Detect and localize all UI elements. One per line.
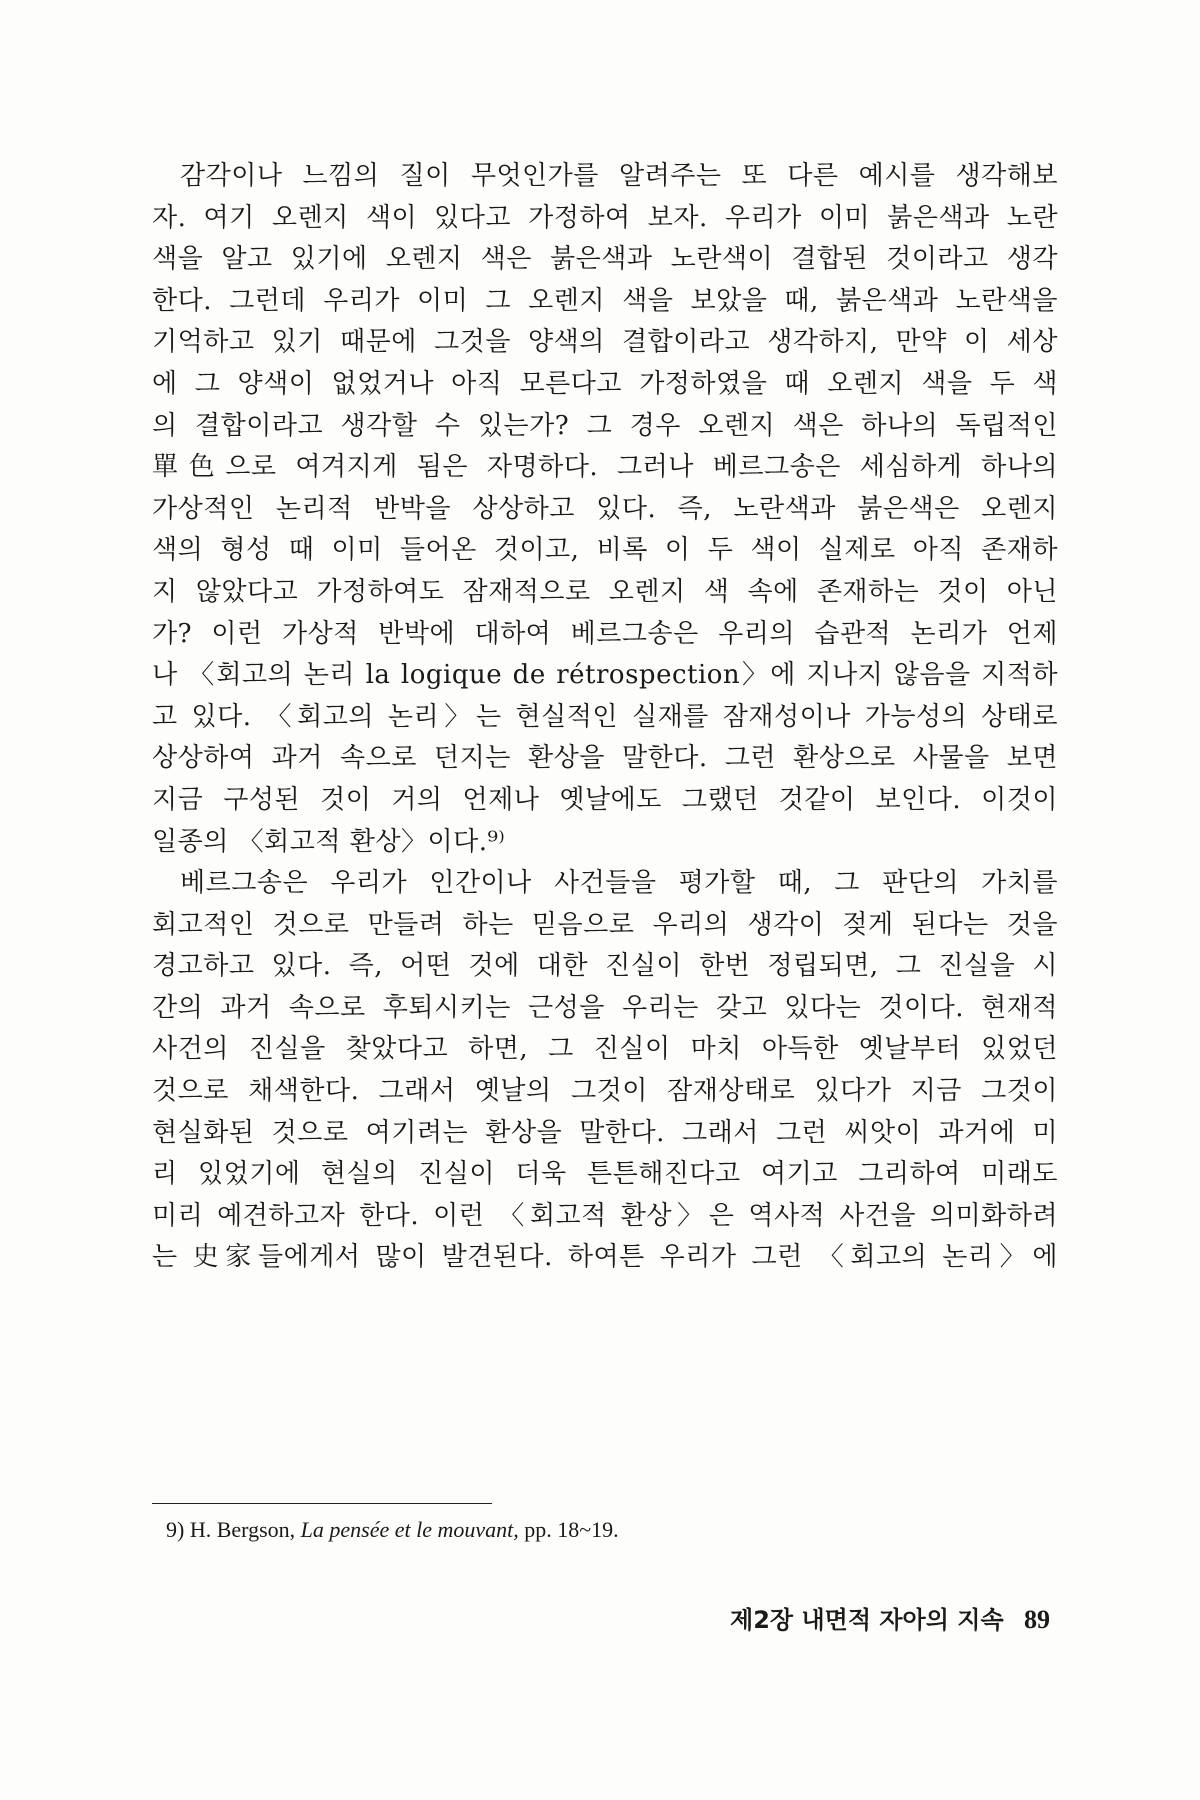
- body-line: 간의 과거 속으로 후퇴시키는 근성을 우리는 갖고 있다는 것이다. 현재적: [152, 992, 1058, 1023]
- body-line: 나 〈회고의 논리 la logique de rétrospection〉에 지나지 않음을 지적하: [152, 660, 1058, 691]
- body-line: 고 있다. 〈회고의 논리〉는 현실적인 실재를 잠재성이나 가능성의 상태로: [152, 701, 1058, 732]
- body-line: 미리 예견하고자 한다. 이런 〈회고적 환상〉은 역사적 사건을 의미화하려: [152, 1200, 1058, 1231]
- body-line: 單色으로 여겨지게 됨은 자명하다. 그러나 베르그송은 세심하게 하나의: [152, 452, 1058, 483]
- body-line: 상상하여 과거 속으로 던지는 환상을 말한다. 그런 환상으로 사물을 보면: [152, 743, 1058, 774]
- body-line: 가상적인 논리적 반박을 상상하고 있다. 즉, 노란색과 붉은색은 오렌지: [152, 493, 1058, 524]
- body-line: 감각이나 느낌의 질이 무엇인가를 알려주는 또 다른 예시를 생각해보: [180, 161, 1058, 191]
- body-line: 는 史家들에게서 많이 발견된다. 하여튼 우리가 그런 〈회고의 논리〉에: [152, 1242, 1058, 1273]
- chapter-title: 제2장 내면적 자아의 지속: [730, 1606, 1004, 1634]
- body-line: 기억하고 있기 때문에 그것을 양색의 결합이라고 생각하지, 만약 이 세상: [152, 327, 1058, 358]
- body-text: [152, 156, 1058, 1279]
- running-footer: [730, 1600, 1050, 1635]
- footnote-pages: pp. 18~19.: [524, 1517, 619, 1542]
- body-line: 가? 이런 가상적 반박에 대하여 베르그송은 우리의 습관적 논리가 언제: [152, 618, 1058, 649]
- body-line: 경고하고 있다. 즉, 어떤 것에 대한 진실이 한번 정립되면, 그 진실을 시: [152, 951, 1058, 982]
- body-line: 현실화된 것으로 여기려는 환상을 말한다. 그래서 그런 씨앗이 과거에 미: [152, 1117, 1058, 1148]
- body-line: 사건의 진실을 찾았다고 하면, 그 진실이 마치 아득한 옛날부터 있었던: [152, 1034, 1058, 1065]
- body-line: 일종의 〈회고적 환상〉이다.⁹⁾: [152, 826, 506, 857]
- footnote-divider: [152, 1503, 492, 1504]
- body-line: 의 결합이라고 생각할 수 있는가? 그 경우 오렌지 색은 하나의 독립적인: [152, 410, 1058, 441]
- body-line: 회고적인 것으로 만들려 하는 믿음으로 우리의 생각이 젖게 된다는 것을: [152, 909, 1058, 940]
- body-line: 지금 구성된 것이 거의 언제나 옛날에도 그랬던 것같이 보인다. 이것이: [152, 784, 1058, 815]
- body-line: 것으로 채색한다. 그래서 옛날의 그것이 잠재상태로 있다가 지금 그것이: [152, 1076, 1058, 1107]
- body-line: 베르그송은 우리가 인간이나 사건들을 평가할 때, 그 판단의 가치를: [180, 868, 1058, 899]
- body-line: 리 있었기에 현실의 진실이 더욱 튼튼해진다고 여기고 그리하여 미래도: [152, 1159, 1058, 1190]
- footnote-author: H. Bergson,: [189, 1517, 296, 1542]
- body-line: 한다. 그런데 우리가 이미 그 오렌지 색을 보았을 때, 붉은색과 노란색을: [152, 285, 1058, 316]
- body-line: 지 않았다고 가정하여도 잠재적으로 오렌지 색 속에 존재하는 것이 아닌: [152, 576, 1058, 607]
- footnote: [166, 1514, 619, 1546]
- footnote-number: 9): [166, 1517, 185, 1542]
- body-line: 자. 여기 오렌지 색이 있다고 가정하여 보자. 우리가 이미 붉은색과 노란: [152, 202, 1058, 233]
- page-number: 89: [1024, 1605, 1050, 1634]
- footnote-title: La pensée et le mouvant,: [300, 1517, 519, 1542]
- body-line: 색을 알고 있기에 오렌지 색은 붉은색과 노란색이 결합된 것이라고 생각: [152, 244, 1058, 275]
- body-line: 색의 형성 때 이미 들어온 것이고, 비록 이 두 색이 실제로 아직 존재하: [152, 535, 1058, 566]
- body-line: 에 그 양색이 없었거나 아직 모른다고 가정하였을 때 오렌지 색을 두 색: [152, 368, 1058, 399]
